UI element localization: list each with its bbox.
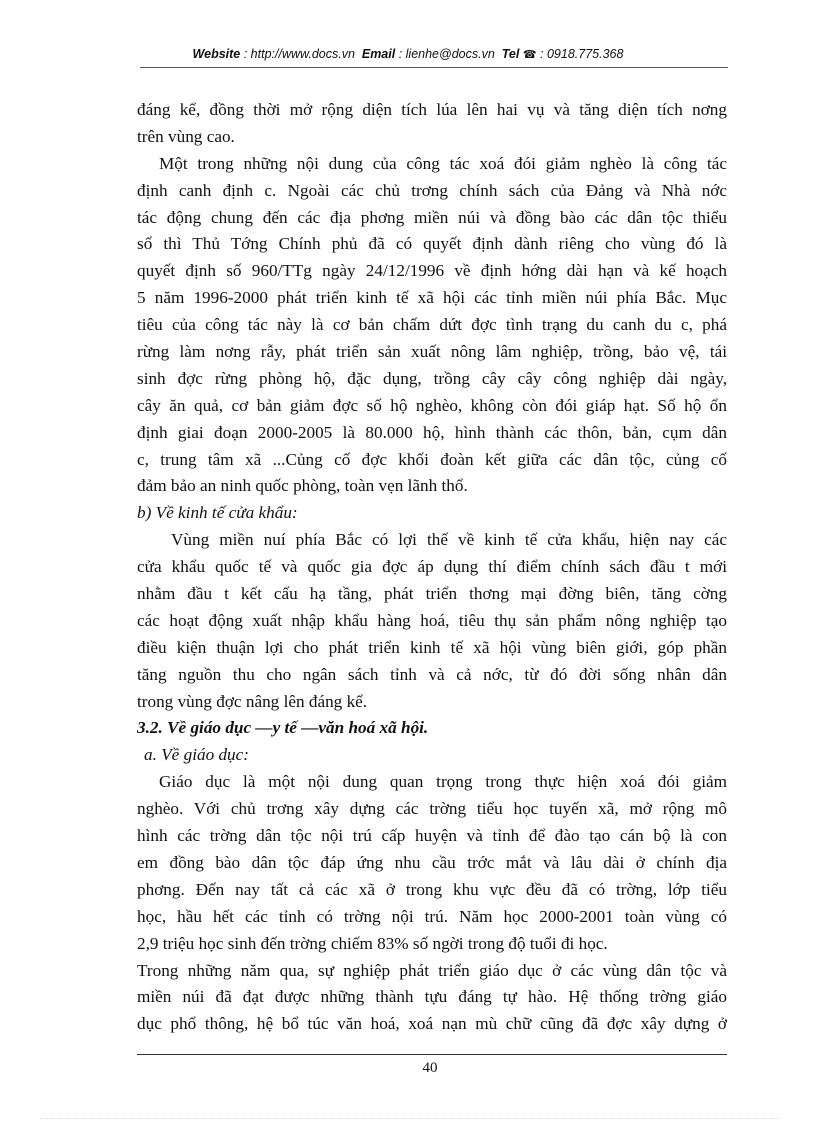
- section-heading-a: a. Về giáo dục:: [144, 745, 250, 765]
- page-number: 40: [422, 1060, 438, 1076]
- text-line: học, hầu hết các tỉnh có trờng nội trú. Năm học 2000-2001 toàn vùng có: [137, 906, 727, 926]
- text-line: miền núi đã đạt được những thành tựu đáng tự hào. Hệ thống trờng giáo: [137, 987, 727, 1007]
- text-line: 5 năm 1996-2000 phát triển kinh tế xã hội các tỉnh miền núi phía Bắc. Mục: [137, 288, 727, 308]
- text-line: phơng. Đến nay tất cả các xã ở trong khu vực đều đã có trờng, lớp tiểu: [137, 879, 727, 899]
- text-line: Vùng miền nuí phía Bắc có lợi thế về kinh tế cửa khẩu, hiện nay các: [171, 530, 727, 550]
- text-line: hình các trờng dân tộc nội trú cấp huyện và tỉnh để đào tạo cán bộ là con: [137, 826, 727, 846]
- text-line: cây ăn quả, cơ bản giảm đợc số hộ nghèo, không còn đói giáp hạt. Số hộ ổn: [137, 395, 727, 415]
- text-line: tăng nguồn thu cho ngân sách tỉnh và cả nớc, từ đó đời sống nhân dân: [137, 664, 727, 684]
- tel-text: : 0918.775.368: [540, 47, 624, 61]
- text-line: sinh đợc rừng phòng hộ, đặc dụng, trồng cây cây công nghiệp dài ngày,: [137, 368, 727, 388]
- text-line: định canh định c. Ngoài các chủ trơng chính sách của Đảng và Nhà nớc: [137, 180, 727, 200]
- website-label: Website: [192, 47, 241, 61]
- text-line: trên vùng cao.: [137, 126, 235, 146]
- text-line: tác động chung đến các địa phơng miền núi và đồng bào các dân tộc thiểu: [137, 207, 727, 227]
- email-label: Email: [361, 47, 396, 61]
- text-line: 2,9 triệu học sinh đến trờng chiếm 83% số ngời trong độ tuổi đi học.: [137, 933, 608, 953]
- text-line: Một trong những nội dung của công tác xoá đói giảm nghèo là công tác: [159, 153, 727, 173]
- text-line: em đồng bào dân tộc đáp ứng nhu cầu trớc mắt và lâu dài ở chính địa: [137, 852, 727, 872]
- text-line: định giai đoạn 2000-2005 là 80.000 hộ, hình thành các thôn, bản, cụm dân: [137, 422, 727, 442]
- website-text: : http://www.docs.vn: [243, 47, 355, 61]
- text-line: các hoạt động xuất nhập khẩu hàng hoá, tiêu thụ sản phẩm nông nghiệp tạo: [137, 610, 727, 630]
- text-line: Giáo dục là một nội dung quan trọng trong thực hiện xoá đói giảm: [159, 772, 727, 792]
- text-line: nghèo. Với chủ trơng xây dựng các trờng tiểu học tuyến xã, mở rộng mô: [137, 799, 727, 819]
- text-line: nhằm đầu t kết cấu hạ tầng, phát triển thơng mại đờng biên, tăng cờng: [137, 584, 727, 604]
- text-line: cửa khẩu quốc tế và quốc gia đợc áp dụng thí điểm chính sách đầu t mới: [137, 557, 727, 577]
- section-heading-3-2: 3.2. Về giáo dục —y tế —văn hoá xã hội.: [137, 718, 429, 738]
- tel-label: Tel: [501, 47, 520, 61]
- page-edge-dots: [40, 1118, 780, 1119]
- phone-icon: ☎: [522, 49, 537, 61]
- text-line: trong vùng đợc nâng lên đáng kể.: [137, 691, 368, 711]
- text-line: điều kiện thuận lợi cho phát triển kinh tế xã hội vùng biên giới, góp phần: [137, 637, 727, 657]
- section-heading-b: b) Về kinh tế cửa khẩu:: [137, 503, 298, 523]
- text-line: quyết định số 960/TTg ngày 24/12/1996 về định hớng dài hạn và kế hoạch: [137, 261, 727, 281]
- text-line: đáng kể, đồng thời mở rộng diện tích lúa lên hai vụ và tăng diện tích nơng: [137, 100, 727, 119]
- document-body: [137, 97, 727, 1038]
- email-text: : lienhe@docs.vn: [398, 47, 495, 61]
- text-line: rừng làm nơng rẫy, phát triển sản xuất nông lâm nghiệp, trồng, bảo vệ, tái: [137, 342, 727, 362]
- page-header: [0, 47, 816, 61]
- text-line: Trong những năm qua, sự nghiệp phát triển giáo dục ở các vùng dân tộc và: [137, 960, 727, 980]
- footer-rule: [137, 1054, 727, 1055]
- header-rule: [140, 67, 728, 68]
- text-line: đảm bảo an ninh quốc phòng, toàn vẹn lãnh thổ.: [137, 476, 468, 496]
- text-line: số thì Thủ Tớng Chính phủ đã có quyết định dành riêng cho vùng đó là: [137, 234, 727, 254]
- text-line: c, trung tâm xã ...Củng cố đợc khối đoàn kết giữa các dân tộc, củng cố: [137, 449, 727, 469]
- text-line: tiêu của công tác này là cơ bản chấm dứt đợc tình trạng du canh du c, phá: [137, 315, 727, 335]
- text-line: dục phổ thông, hệ bổ túc văn hoá, xoá nạn mù chữ cũng đã đợc xây dựng ở: [137, 1014, 727, 1034]
